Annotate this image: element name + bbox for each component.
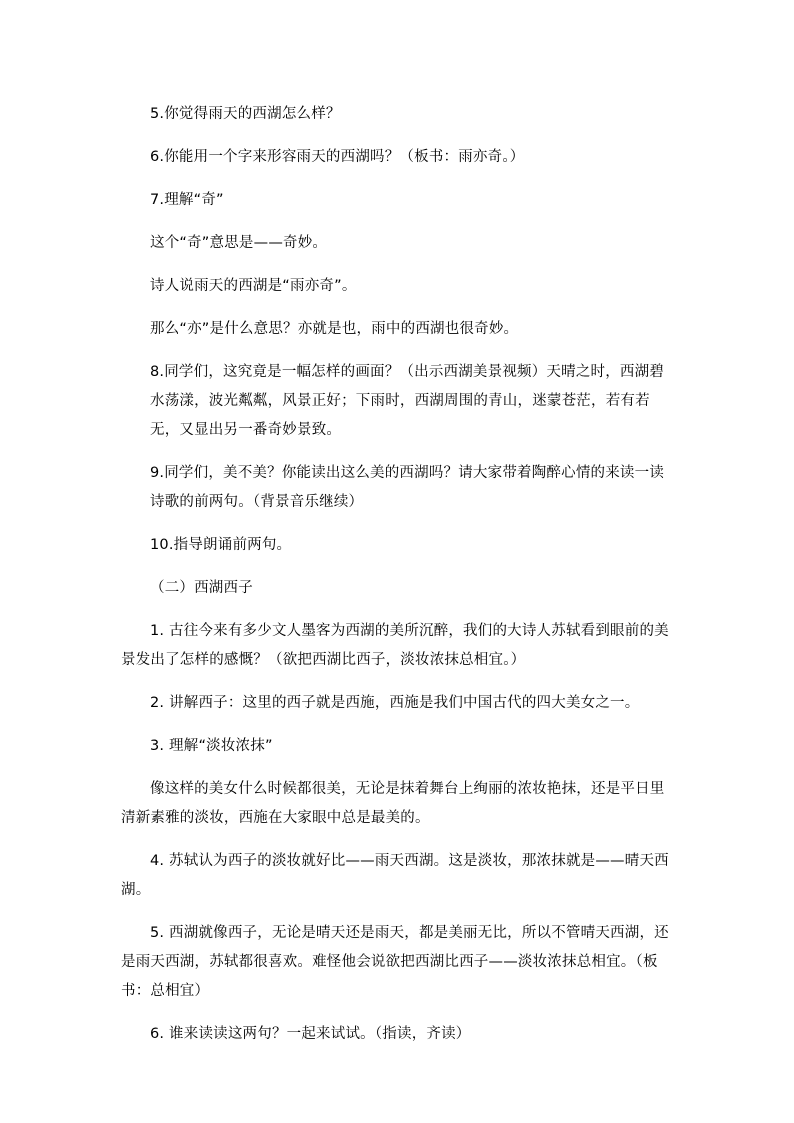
paragraph-yi-meaning: 那么“亦”是什么意思？亦就是也，雨中的西湖也很奇妙。	[150, 321, 519, 337]
paragraph-q10: 10.指导朗诵前两句。	[150, 537, 292, 553]
paragraph-q9: 9.同学们，美不美？你能读出这么美的西湖吗？请大家带着陶醉心情的来读一读诗歌的前两句。（背景音乐继续）	[150, 465, 665, 510]
section-heading-xihu-xizi: （二）西湖西子	[150, 580, 253, 596]
document-body	[121, 100, 670, 1063]
paragraph-q6: 6.你能用一个字来形容雨天的西湖吗？（板书：雨亦奇。）	[150, 149, 525, 165]
paragraph-s2-4: 4. 苏轼认为西子的淡妆就好比——雨天西湖。这是淡妆，那浓抹就是——晴天西湖。	[121, 853, 669, 898]
paragraph-s2-5: 5. 西湖就像西子，无论是晴天还是雨天，都是美丽无比，所以不管晴天西湖，还是雨天西湖，苏轼都很喜欢。难怪他会说欲把西湖比西子——淡妆浓抹总相宜。（板书：总相宜）	[121, 925, 669, 999]
paragraph-s2-2: 2. 讲解西子：这里的西子就是西施，西施是我们中国古代的四大美女之一。	[150, 695, 640, 711]
paragraph-q5: 5.你觉得雨天的西湖怎么样？	[150, 106, 341, 122]
paragraph-qi-meaning: 这个“奇”意思是——奇妙。	[150, 235, 328, 251]
paragraph-q8: 8.同学们，这究竟是一幅怎样的画面？（出示西湖美景视频）天晴之时，西湖碧水荡漾，波光粼粼，风景正好；下雨时，西湖周围的青山，迷蒙苍茫，若有若无，又显出另一番奇妙景致。	[150, 364, 665, 438]
paragraph-s2-6: 6. 谁来读读这两句？一起来试试。（指读，齐读）	[150, 1026, 471, 1042]
paragraph-s2-1: 1. 古往今来有多少文人墨客为西湖的美所沉醉，我们的大诗人苏轼看到眼前的美景发出了怎样的感慨？（欲把西湖比西子，淡妆浓抹总相宜。）	[121, 623, 669, 668]
paragraph-q7: 7.理解“奇”	[150, 192, 224, 208]
paragraph-beauty: 像这样的美女什么时候都很美，无论是抹着舞台上绚丽的浓妆艳抹，还是平日里清新素雅的淡妆，西施在大家眼中总是最美的。	[121, 781, 665, 826]
paragraph-poet-says: 诗人说雨天的西湖是“雨亦奇”。	[150, 278, 357, 294]
paragraph-s2-3: 3. 理解“淡妆浓抹”	[150, 738, 273, 754]
